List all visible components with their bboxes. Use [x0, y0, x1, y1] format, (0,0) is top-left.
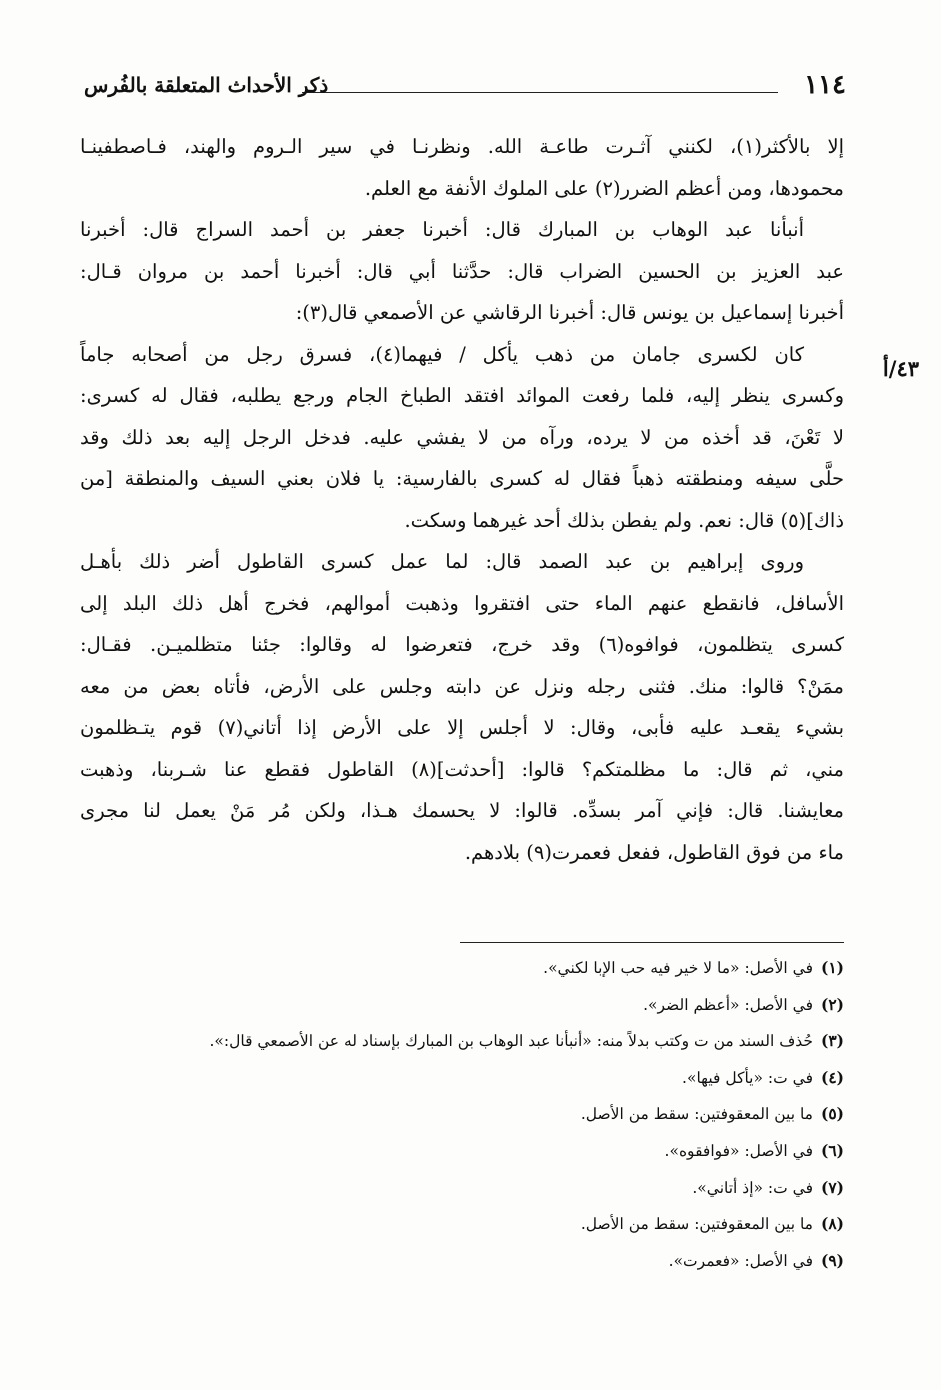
text-line: إلا بالأكثر(١)، لكنني آثـرت طاعـة الله. ونظرنـا في سير الـروم والهند، فـاصطفينـا: [80, 135, 844, 158]
footnote-marker: (١): [820, 958, 844, 977]
text-line: معايشنا. قال: فإني آمر بسدِّه. قالوا: لا يحسمك هـذا، ولكن مُر مَنْ يعمل لنا مجرى: [80, 799, 844, 822]
running-title: ذكر الأحداث المتعلقة بالفُرس: [84, 73, 329, 97]
text-line: كسرى يتظلمون، فوافوه(٦) وقد خرج، فتعرضوا له وقالوا: جئنا متظلميـن. فقـال:: [80, 633, 844, 656]
footnote-marker: (٤): [820, 1067, 844, 1087]
footnote-text: حُذف السند من ت وكتب بدلاً منه: «أنبأنا عبد الوهاب بن المبارك بإسناد له عن الأصمعي قال:».: [209, 1032, 813, 1051]
text-line: بشيء يقعـد عليه فأبى، وقال: لا أجلس إلا على الأرض إذا أتاني(٧) قوم يتـظلمون: [80, 716, 845, 739]
footnote-marker: (٥): [820, 1104, 844, 1124]
main-text: [80, 126, 844, 873]
footnote-marker: (٩): [820, 1250, 844, 1270]
footnote-text: في ت: «يأكل فيها».: [682, 1068, 813, 1087]
text-line: عبد العزيز بن الحسين الضراب قال: حدَّثنا أبي قال: أخبرنا أحمد بن مروان قـال:: [80, 259, 844, 283]
footnote-text: ما بين المعقوفتين: سقط من الأصل.: [580, 1105, 813, 1124]
footnote-text: في الأصل: «فوافقوه».: [664, 1141, 813, 1160]
footnote: [80, 1023, 844, 1060]
text-line: ممَنْ؟ قالوا: منك. فثنى رجله ونزل عن دابته وجلس على الأرض، فأتاه بعض من معه: [80, 674, 844, 698]
text-line: وروى إبراهيم بن عبد الصمد قال: لما عمل كسرى القاطول أضر ذلك بأهـل: [80, 550, 804, 573]
footnote: [80, 1060, 844, 1097]
page-number: ١١٤: [804, 70, 846, 100]
text-line: حلَّى سيفه ومنطقته ذهباً فقال له كسرى بالفارسية: يا فلان بعني السيف والمنطقة [من: [80, 467, 844, 490]
text-line: محمودها، ومن أعظم الضرر(٢) على الملوك الأنفة مع العلم.: [364, 176, 844, 200]
footnote-marker: (٧): [820, 1177, 844, 1197]
footnote: [80, 987, 844, 1024]
page-header: [84, 68, 846, 106]
footnote-rule: [460, 942, 844, 943]
footnote-marker: (٣): [820, 1031, 844, 1051]
footnote: [80, 950, 844, 987]
footnote: [80, 1206, 844, 1243]
footnote-marker: (٦): [820, 1140, 844, 1160]
header-rule: [302, 92, 778, 93]
text-line: كان لكسرى جامان من ذهب يأكل / فيهما(٤)، فسرق رجل من أصحابه جاماً: [80, 342, 804, 366]
footnote-text: في الأصل: «ما لا خير فيه حب الإبا لكني».: [543, 959, 813, 977]
text-line: ماء من فوق القاطول، ففعل فعمرت(٩) بلادهم.: [464, 840, 844, 864]
footnote-text: ما بين المعقوفتين: سقط من الأصل.: [580, 1215, 813, 1234]
manuscript-folio-note: ٤٣/أ: [882, 356, 919, 381]
text-line: الأسافل، فانقطع عنهم الماء حتى افتقروا وذهبت أموالهم، فخرج أهل ذلك البلد إلى: [80, 591, 844, 615]
text-line: أخبرنا إسماعيل بن يونس قال: أخبرنا الرقاشي عن الأصمعي قال(٣):: [295, 301, 844, 324]
footnote-text: في ت: «إذ أتاني».: [692, 1178, 813, 1197]
footnotes: [80, 950, 844, 1279]
text-line: ذاك](٥) قال: نعم. ولم يفطن بذلك أحد غيرهما وسكت.: [404, 508, 844, 532]
paragraph: [80, 209, 844, 334]
footnote: [80, 1243, 844, 1280]
paragraph: [80, 334, 844, 542]
text-line: مني، ثم قال: ما مظلمتكم؟ قالوا: [أحدثت](٨) القاطول فقطع عنا شـربنا، وذهبت: [80, 757, 844, 781]
footnote: [80, 1133, 844, 1170]
text-line: وكسرى ينظر إليه، فلما رفعت الموائد افتقد الطباخ الجام ورجع يطلبه، فقال له كسرى:: [80, 384, 844, 407]
footnote-marker: (٨): [820, 1214, 844, 1234]
footnote-text: في الأصل: «أعظم الضر».: [643, 995, 813, 1014]
footnote-text: في الأصل: «فعمرت».: [668, 1251, 813, 1270]
text-line: أنبأنا عبد الوهاب بن المبارك قال: أخبرنا جعفر بن أحمد السراج قال: أخبرنا: [80, 218, 804, 241]
text-line: لا تَعْنَ، قد أخذه من لا يرده، ورآه من لا يفشي عليه. فدخل الرجل إليه بعد ذلك وقد: [80, 425, 844, 449]
paragraph: [80, 126, 844, 209]
footnote: [80, 1170, 844, 1207]
footnote-marker: (٢): [820, 994, 844, 1014]
footnote: [80, 1096, 844, 1133]
paragraph: [80, 541, 844, 873]
